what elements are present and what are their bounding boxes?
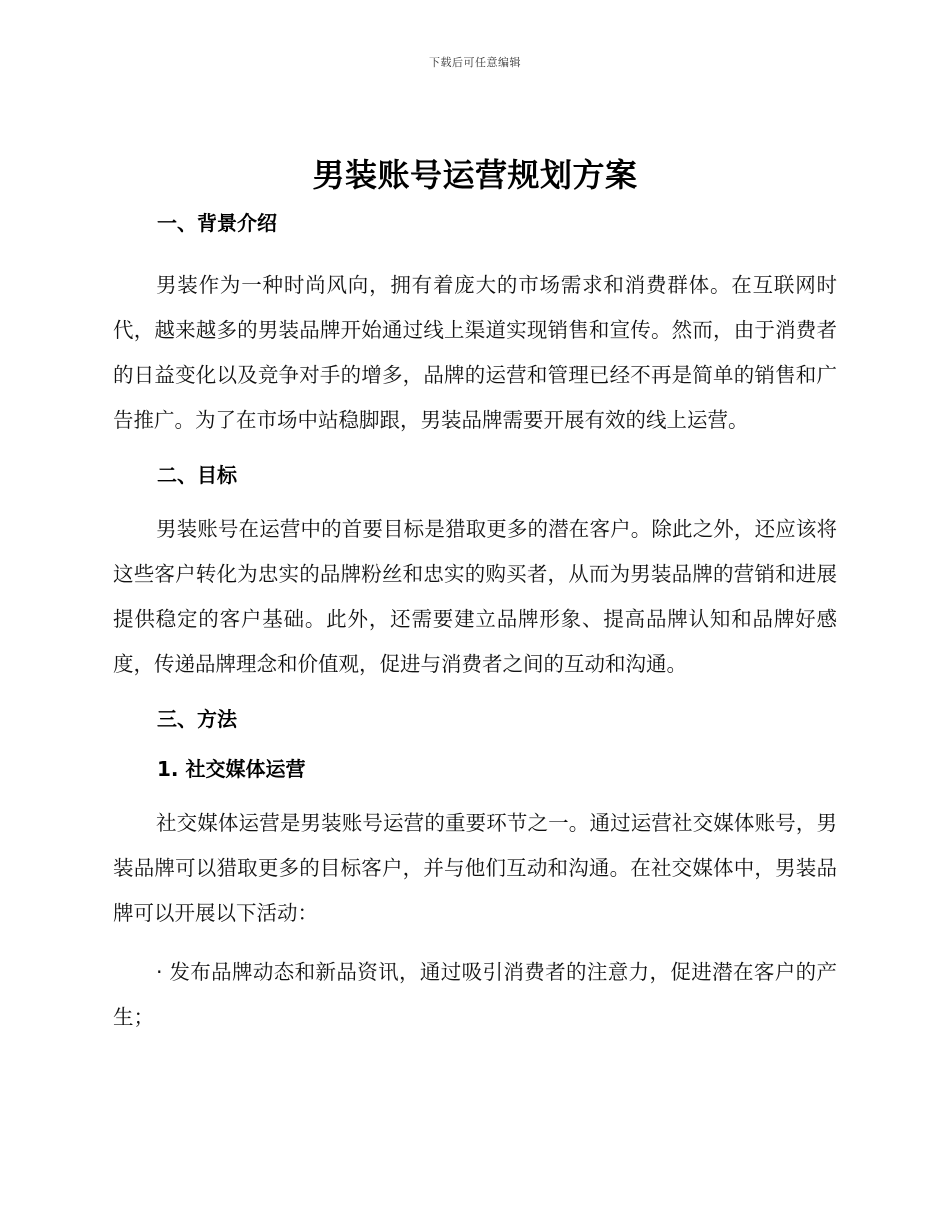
- paragraph-goal: 男装账号在运营中的首要目标是猎取更多的潜在客户。除此之外，还应该将这些客户转化为忠实的品牌粉丝和忠实的购买者，从而为男装品牌的营销和进展提供稳定的客户基础。此外，还需要建立品牌形象、提高品牌认知和品牌好感度，传递品牌理念和价值观，促进与消费者之间的互动和沟通。: [113, 517, 837, 676]
- paragraph-background: 男装作为一种时尚风向，拥有着庞大的市场需求和消费群体。在互联网时代，越来越多的男装品牌开始通过线上渠道实现销售和宣传。然而，由于消费者的日益变化以及竞争对手的增多，品牌的运营和管理已经不再是简单的销售和广告推广。为了在市场中站稳脚跟，男装品牌需要开展有效的线上运营。: [113, 273, 837, 432]
- section-heading-method: 三、方法: [157, 707, 237, 731]
- subsection-heading-social-media: 1. 社交媒体运营: [157, 757, 306, 781]
- bullet-item-brand-news: · 发布品牌动态和新品资讯，通过吸引消费者的注意力，促进潜在客户的产生；: [113, 960, 837, 1029]
- section-heading-goal: 二、目标: [157, 463, 237, 487]
- paragraph-social-media: 社交媒体运营是男装账号运营的重要环节之一。通过运营社交媒体账号，男装品牌可以猎取更多的目标客户，并与他们互动和沟通。在社交媒体中，男装品牌可以开展以下活动：: [113, 811, 837, 925]
- document-body: [113, 205, 837, 1040]
- section-heading-background: 一、背景介绍: [157, 211, 277, 235]
- document-title: 男装账号运营规划方案: [312, 156, 638, 194]
- header-note: 下载后可任意编辑: [429, 56, 521, 69]
